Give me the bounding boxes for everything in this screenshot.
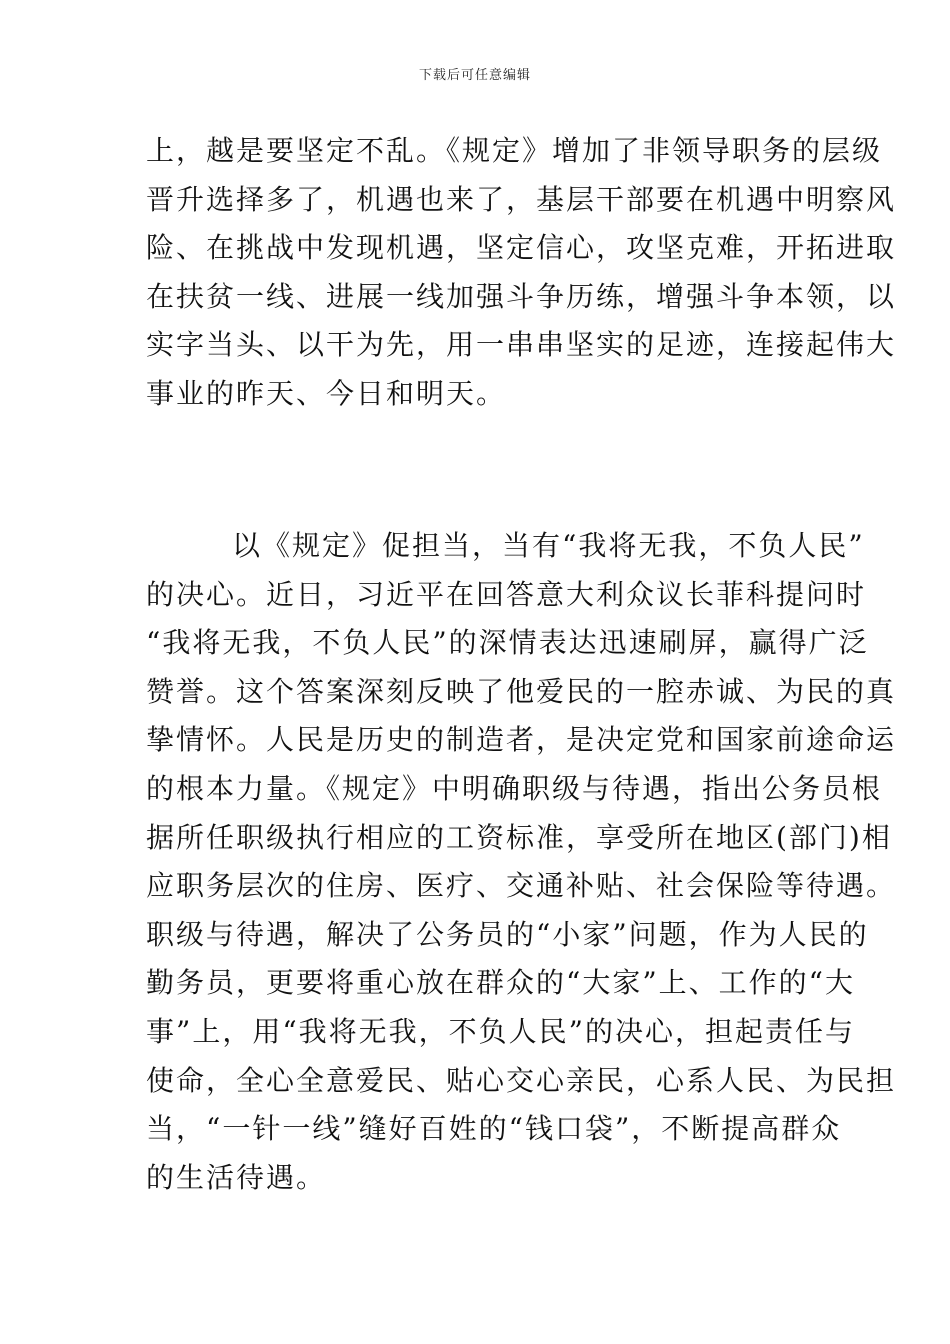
paragraph-line: 的决心。近日，习近平在回答意大利众议长菲科提问时 bbox=[146, 577, 867, 611]
paragraph-line: 赞誉。这个答案深刻反映了他爱民的一腔赤诚、为民的真 bbox=[146, 674, 897, 708]
paragraph-line: 以《规定》促担当，当有“我将无我，不负人民” bbox=[232, 529, 865, 562]
paragraph-line: 使命，全心全意爱民、贴心交心亲民，心系人民、为民担 bbox=[146, 1063, 897, 1097]
paragraph-line: 据所任职级执行相应的工资标准，享受所在地区(部门)相 bbox=[146, 820, 892, 854]
paragraph-line: 职级与待遇，解决了公务员的“小家”问题，作为人民的 bbox=[146, 917, 869, 951]
paragraph-line: 在扶贫一线、进展一线加强斗争历练，增强斗争本领，以 bbox=[146, 279, 897, 313]
paragraph-line: 险、在挑战中发现机遇，坚定信心，攻坚克难，开拓进取 bbox=[146, 231, 897, 265]
paragraph-line: 的根本力量。《规定》中明确职级与待遇，指出公务员根 bbox=[146, 771, 883, 805]
paragraph-2 bbox=[146, 522, 897, 1202]
paragraph-line: “我将无我，不负人民”的深情表达迅速刷屏，赢得广泛 bbox=[146, 626, 869, 660]
page-header: 下载后可任意编辑 bbox=[418, 68, 531, 83]
paragraph-line: 事业的昨天、今日和明天。 bbox=[146, 376, 507, 410]
paragraph-line: 当，“一针一线”缝好百姓的“钱口袋”，不断提高群众 bbox=[146, 1112, 842, 1146]
paragraph-1 bbox=[146, 127, 897, 419]
paragraph-line: 的生活待遇。 bbox=[146, 1160, 327, 1194]
paragraph-line: 挚情怀。人民是历史的制造者，是决定党和国家前途命运 bbox=[146, 723, 897, 757]
paragraph-line: 勤务员，更要将重心放在群众的“大家”上、工作的“大 bbox=[146, 966, 855, 1000]
paragraph-line: 事”上，用“我将无我，不负人民”的决心，担起责任与 bbox=[146, 1014, 855, 1048]
paragraph-line: 实字当头、以干为先，用一串串坚实的足迹，连接起伟大 bbox=[146, 328, 897, 362]
paragraph-line: 晋升选择多了，机遇也来了，基层干部要在机遇中明察风 bbox=[146, 182, 897, 216]
paragraph-line: 上，越是要坚定不乱。《规定》增加了非领导职务的层级 bbox=[146, 134, 883, 167]
paragraph-line: 应职务层次的住房、医疗、交通补贴、社会保险等待遇。 bbox=[146, 869, 897, 903]
